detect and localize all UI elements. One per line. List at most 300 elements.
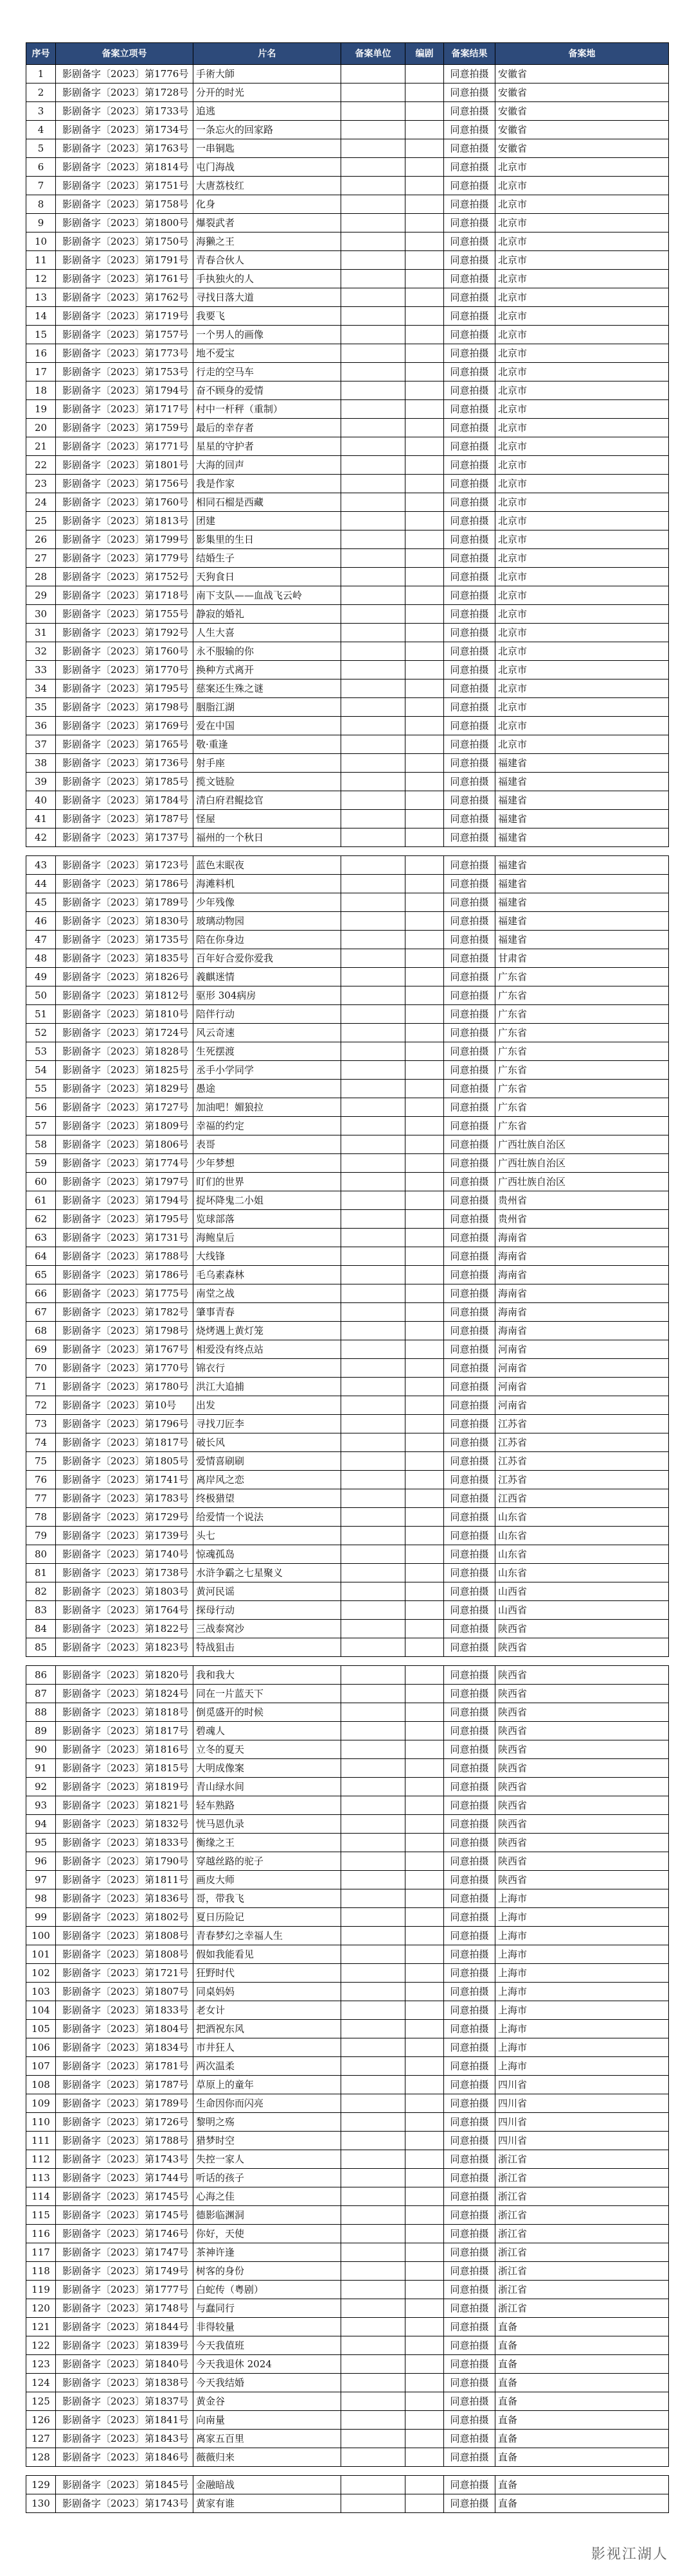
cell-record-no: 影剧备字〔2023〕第1826号 bbox=[56, 968, 193, 986]
table-row bbox=[26, 1359, 669, 1378]
cell-location: 上海市 bbox=[495, 2001, 669, 2020]
table-row bbox=[26, 363, 669, 381]
cell-no: 61 bbox=[26, 1191, 56, 1210]
cell-unit bbox=[341, 2392, 405, 2411]
cell-writer bbox=[405, 1322, 444, 1340]
cell-title: 团建 bbox=[193, 512, 341, 530]
cell-writer bbox=[405, 232, 444, 251]
cell-title: 与蠢同行 bbox=[193, 2299, 341, 2318]
cell-unit bbox=[341, 2076, 405, 2094]
cell-record-no: 影剧备字〔2023〕第1719号 bbox=[56, 307, 193, 326]
cell-unit bbox=[341, 2430, 405, 2448]
cell-record-no: 影剧备字〔2023〕第1737号 bbox=[56, 828, 193, 847]
cell-writer bbox=[405, 1703, 444, 1722]
cell-location: 浙江省 bbox=[495, 2262, 669, 2281]
cell-unit bbox=[341, 493, 405, 512]
cell-record-no: 影剧备字〔2023〕第1728号 bbox=[56, 83, 193, 102]
cell-title: 肇事青春 bbox=[193, 1303, 341, 1322]
cell-writer bbox=[405, 642, 444, 661]
cell-location: 直备 bbox=[495, 2411, 669, 2430]
cell-no: 118 bbox=[26, 2262, 56, 2281]
cell-no: 12 bbox=[26, 270, 56, 288]
cell-location: 海南省 bbox=[495, 1303, 669, 1322]
cell-record-no: 影剧备字〔2023〕第1792号 bbox=[56, 624, 193, 642]
cell-unit bbox=[341, 381, 405, 400]
cell-unit bbox=[341, 2318, 405, 2336]
cell-unit bbox=[341, 2262, 405, 2281]
table-row bbox=[26, 307, 669, 326]
cell-result: 同意拍摄 bbox=[444, 2476, 495, 2494]
cell-writer bbox=[405, 1834, 444, 1852]
cell-result: 同意拍摄 bbox=[444, 326, 495, 344]
cell-record-no: 影剧备字〔2023〕第1817号 bbox=[56, 1722, 193, 1740]
cell-title: 听话的孩子 bbox=[193, 2169, 341, 2187]
cell-result: 同意拍摄 bbox=[444, 1229, 495, 1247]
cell-unit bbox=[341, 1666, 405, 1685]
cell-location: 北京市 bbox=[495, 512, 669, 530]
cell-record-no: 影剧备字〔2023〕第1749号 bbox=[56, 2262, 193, 2281]
cell-no: 24 bbox=[26, 493, 56, 512]
cell-record-no: 影剧备字〔2023〕第1743号 bbox=[56, 2494, 193, 2513]
cell-writer bbox=[405, 1582, 444, 1601]
cell-location: 浙江省 bbox=[495, 2299, 669, 2318]
cell-unit bbox=[341, 177, 405, 195]
cell-unit bbox=[341, 121, 405, 139]
cell-title: 黄金谷 bbox=[193, 2392, 341, 2411]
cell-title: 画皮大师 bbox=[193, 1871, 341, 1889]
cell-result: 同意拍摄 bbox=[444, 624, 495, 642]
cell-title: 少年梦想 bbox=[193, 1154, 341, 1173]
cell-record-no: 影剧备字〔2023〕第1781号 bbox=[56, 2057, 193, 2076]
cell-record-no: 影剧备字〔2023〕第1785号 bbox=[56, 773, 193, 791]
table-row bbox=[26, 1852, 669, 1871]
cell-record-no: 影剧备字〔2023〕第1821号 bbox=[56, 1796, 193, 1815]
cell-writer bbox=[405, 549, 444, 568]
cell-no: 37 bbox=[26, 735, 56, 754]
cell-location: 北京市 bbox=[495, 307, 669, 326]
cell-no: 70 bbox=[26, 1359, 56, 1378]
cell-writer bbox=[405, 2494, 444, 2513]
cell-location: 陕西省 bbox=[495, 1740, 669, 1759]
cell-no: 44 bbox=[26, 875, 56, 893]
cell-writer bbox=[405, 1815, 444, 1834]
col-header-result: 备案结果 bbox=[444, 43, 495, 65]
table-row bbox=[26, 102, 669, 121]
cell-title: 大线锋 bbox=[193, 1247, 341, 1266]
cell-record-no: 影剧备字〔2023〕第1769号 bbox=[56, 717, 193, 735]
cell-location: 广东省 bbox=[495, 1061, 669, 1080]
cell-location: 北京市 bbox=[495, 288, 669, 307]
cell-location: 广东省 bbox=[495, 1117, 669, 1135]
cell-title: 奋不顾身的爱情 bbox=[193, 381, 341, 400]
cell-title: 村中一杆秤（重制） bbox=[193, 400, 341, 419]
cell-title: 洪江大追捕 bbox=[193, 1378, 341, 1396]
cell-location: 浙江省 bbox=[495, 2187, 669, 2206]
cell-record-no: 影剧备字〔2023〕第1757号 bbox=[56, 326, 193, 344]
cell-location: 广西壮族自治区 bbox=[495, 1173, 669, 1191]
cell-unit bbox=[341, 2113, 405, 2132]
cell-result: 同意拍摄 bbox=[444, 1964, 495, 1983]
cell-unit bbox=[341, 1061, 405, 1080]
cell-unit bbox=[341, 2150, 405, 2169]
cell-unit bbox=[341, 1945, 405, 1964]
table-row bbox=[26, 1489, 669, 1508]
cell-title: 射手座 bbox=[193, 754, 341, 773]
cell-title: 寻找日落大道 bbox=[193, 288, 341, 307]
cell-result: 同意拍摄 bbox=[444, 456, 495, 475]
cell-result: 同意拍摄 bbox=[444, 1117, 495, 1135]
cell-record-no: 影剧备字〔2023〕第1832号 bbox=[56, 1815, 193, 1834]
cell-unit bbox=[341, 400, 405, 419]
cell-location: 上海市 bbox=[495, 2020, 669, 2038]
table-row bbox=[26, 1945, 669, 1964]
cell-no: 4 bbox=[26, 121, 56, 139]
cell-no: 45 bbox=[26, 893, 56, 912]
cell-result: 同意拍摄 bbox=[444, 400, 495, 419]
cell-record-no: 影剧备字〔2023〕第1780号 bbox=[56, 1378, 193, 1396]
cell-title: 人生大喜 bbox=[193, 624, 341, 642]
cell-location: 海南省 bbox=[495, 1247, 669, 1266]
cell-record-no: 影剧备字〔2023〕第1812号 bbox=[56, 986, 193, 1005]
cell-location: 上海市 bbox=[495, 1908, 669, 1927]
cell-writer bbox=[405, 1564, 444, 1582]
cell-title: 愚途 bbox=[193, 1080, 341, 1098]
cell-record-no: 影剧备字〔2023〕第1783号 bbox=[56, 1489, 193, 1508]
cell-writer bbox=[405, 624, 444, 642]
cell-result: 同意拍摄 bbox=[444, 1359, 495, 1378]
table-row bbox=[26, 1471, 669, 1489]
cell-location: 陕西省 bbox=[495, 1703, 669, 1722]
cell-writer bbox=[405, 2187, 444, 2206]
table-row bbox=[26, 2392, 669, 2411]
cell-record-no: 影剧备字〔2023〕第1817号 bbox=[56, 1433, 193, 1452]
cell-result: 同意拍摄 bbox=[444, 2262, 495, 2281]
cell-record-no: 影剧备字〔2023〕第1828号 bbox=[56, 1042, 193, 1061]
cell-writer bbox=[405, 1796, 444, 1815]
cell-title: 把酒祝东风 bbox=[193, 2020, 341, 2038]
cell-writer bbox=[405, 2206, 444, 2225]
cell-location: 陕西省 bbox=[495, 1815, 669, 1834]
cell-record-no: 影剧备字〔2023〕第1823号 bbox=[56, 1638, 193, 1657]
cell-writer bbox=[405, 828, 444, 847]
cell-unit bbox=[341, 1191, 405, 1210]
cell-no: 2 bbox=[26, 83, 56, 102]
cell-title: 立冬的夏天 bbox=[193, 1740, 341, 1759]
cell-result: 同意拍摄 bbox=[444, 493, 495, 512]
cell-result: 同意拍摄 bbox=[444, 214, 495, 232]
cell-title: 義麒迷情 bbox=[193, 968, 341, 986]
cell-title: 衡缘之王 bbox=[193, 1834, 341, 1852]
table-row bbox=[26, 1601, 669, 1620]
cell-result: 同意拍摄 bbox=[444, 475, 495, 493]
cell-writer bbox=[405, 1173, 444, 1191]
cell-no: 75 bbox=[26, 1452, 56, 1471]
cell-result: 同意拍摄 bbox=[444, 549, 495, 568]
cell-unit bbox=[341, 1722, 405, 1740]
cell-title: 一个男人的画像 bbox=[193, 326, 341, 344]
cell-no: 110 bbox=[26, 2113, 56, 2132]
cell-writer bbox=[405, 195, 444, 214]
cell-unit bbox=[341, 1210, 405, 1229]
col-header-record-no: 备案立项号 bbox=[56, 43, 193, 65]
table-row bbox=[26, 1135, 669, 1154]
table-row bbox=[26, 2113, 669, 2132]
cell-writer bbox=[405, 1024, 444, 1042]
cell-no: 116 bbox=[26, 2225, 56, 2243]
page-break-cell bbox=[26, 847, 669, 856]
cell-result: 同意拍摄 bbox=[444, 1638, 495, 1657]
table-row bbox=[26, 326, 669, 344]
cell-writer bbox=[405, 1889, 444, 1908]
cell-title: 水浒争霸之七星聚义 bbox=[193, 1564, 341, 1582]
cell-record-no: 影剧备字〔2023〕第1837号 bbox=[56, 2392, 193, 2411]
cell-title: 出发 bbox=[193, 1396, 341, 1415]
cell-result: 同意拍摄 bbox=[444, 1284, 495, 1303]
cell-no: 54 bbox=[26, 1061, 56, 1080]
cell-record-no: 影剧备字〔2023〕第1758号 bbox=[56, 195, 193, 214]
table-row bbox=[26, 214, 669, 232]
cell-unit bbox=[341, 1685, 405, 1703]
cell-unit bbox=[341, 326, 405, 344]
cell-record-no: 影剧备字〔2023〕第1736号 bbox=[56, 754, 193, 773]
cell-location: 福建省 bbox=[495, 875, 669, 893]
table-row bbox=[26, 1005, 669, 1024]
cell-no: 80 bbox=[26, 1545, 56, 1564]
cell-result: 同意拍摄 bbox=[444, 605, 495, 624]
table-row bbox=[26, 1117, 669, 1135]
cell-result: 同意拍摄 bbox=[444, 1154, 495, 1173]
cell-title: 黎明之殇 bbox=[193, 2113, 341, 2132]
table-row bbox=[26, 344, 669, 363]
cell-title: 今天我值班 bbox=[193, 2336, 341, 2355]
cell-result: 同意拍摄 bbox=[444, 773, 495, 791]
cell-location: 上海市 bbox=[495, 2057, 669, 2076]
table-row bbox=[26, 1396, 669, 1415]
cell-location: 北京市 bbox=[495, 251, 669, 270]
cell-unit bbox=[341, 1815, 405, 1834]
cell-result: 同意拍摄 bbox=[444, 270, 495, 288]
cell-record-no: 影剧备字〔2023〕第1791号 bbox=[56, 251, 193, 270]
cell-unit bbox=[341, 2448, 405, 2467]
cell-writer bbox=[405, 456, 444, 475]
cell-no: 14 bbox=[26, 307, 56, 326]
cell-unit bbox=[341, 1527, 405, 1545]
table-row bbox=[26, 1620, 669, 1638]
cell-result: 同意拍摄 bbox=[444, 1415, 495, 1433]
cell-result: 同意拍摄 bbox=[444, 1582, 495, 1601]
table-row bbox=[26, 735, 669, 754]
table-row bbox=[26, 2187, 669, 2206]
cell-writer bbox=[405, 1452, 444, 1471]
table-row bbox=[26, 437, 669, 456]
cell-location: 上海市 bbox=[495, 1983, 669, 2001]
cell-no: 17 bbox=[26, 363, 56, 381]
table-row bbox=[26, 456, 669, 475]
cell-unit bbox=[341, 288, 405, 307]
table-row bbox=[26, 2336, 669, 2355]
cell-no: 124 bbox=[26, 2374, 56, 2392]
cell-no: 3 bbox=[26, 102, 56, 121]
cell-record-no: 影剧备字〔2023〕第1743号 bbox=[56, 2150, 193, 2169]
table-row bbox=[26, 2132, 669, 2150]
cell-no: 130 bbox=[26, 2494, 56, 2513]
cell-writer bbox=[405, 1061, 444, 1080]
cell-location: 陕西省 bbox=[495, 1666, 669, 1685]
cell-title: 夏日历险记 bbox=[193, 1908, 341, 1927]
cell-title: 换种方式离开 bbox=[193, 661, 341, 679]
cell-no: 82 bbox=[26, 1582, 56, 1601]
table-row bbox=[26, 828, 669, 847]
cell-record-no: 影剧备字〔2023〕第1731号 bbox=[56, 1229, 193, 1247]
cell-writer bbox=[405, 363, 444, 381]
table-row bbox=[26, 139, 669, 158]
cell-result: 同意拍摄 bbox=[444, 251, 495, 270]
table-row bbox=[26, 2355, 669, 2374]
cell-no: 16 bbox=[26, 344, 56, 363]
table-row bbox=[26, 2430, 669, 2448]
cell-record-no: 影剧备字〔2023〕第1845号 bbox=[56, 2476, 193, 2494]
cell-record-no: 影剧备字〔2023〕第1835号 bbox=[56, 949, 193, 968]
cell-no: 32 bbox=[26, 642, 56, 661]
cell-title: 心海之佳 bbox=[193, 2187, 341, 2206]
cell-no: 94 bbox=[26, 1815, 56, 1834]
table-row bbox=[26, 1564, 669, 1582]
cell-unit bbox=[341, 2411, 405, 2430]
cell-record-no: 影剧备字〔2023〕第1784号 bbox=[56, 791, 193, 810]
cell-result: 同意拍摄 bbox=[444, 1135, 495, 1154]
cell-writer bbox=[405, 344, 444, 363]
cell-writer bbox=[405, 2476, 444, 2494]
cell-result: 同意拍摄 bbox=[444, 2411, 495, 2430]
cell-location: 福建省 bbox=[495, 810, 669, 828]
cell-unit bbox=[341, 214, 405, 232]
cell-title: 黄河民谣 bbox=[193, 1582, 341, 1601]
cell-location: 北京市 bbox=[495, 419, 669, 437]
cell-result: 同意拍摄 bbox=[444, 735, 495, 754]
cell-record-no: 影剧备字〔2023〕第1723号 bbox=[56, 856, 193, 875]
cell-location: 陕西省 bbox=[495, 1759, 669, 1778]
cell-no: 85 bbox=[26, 1638, 56, 1657]
cell-record-no: 影剧备字〔2023〕第1735号 bbox=[56, 931, 193, 949]
cell-unit bbox=[341, 1908, 405, 1927]
cell-result: 同意拍摄 bbox=[444, 102, 495, 121]
cell-location: 陕西省 bbox=[495, 1620, 669, 1638]
cell-record-no: 影剧备字〔2023〕第1811号 bbox=[56, 1871, 193, 1889]
cell-no: 8 bbox=[26, 195, 56, 214]
cell-record-no: 影剧备字〔2023〕第1787号 bbox=[56, 2076, 193, 2094]
cell-writer bbox=[405, 791, 444, 810]
cell-writer bbox=[405, 1601, 444, 1620]
cell-unit bbox=[341, 912, 405, 931]
table-row bbox=[26, 717, 669, 735]
cell-location: 直备 bbox=[495, 2355, 669, 2374]
table-row bbox=[26, 1582, 669, 1601]
cell-title: 惊魂孤岛 bbox=[193, 1545, 341, 1564]
cell-title: 相爱没有终点站 bbox=[193, 1340, 341, 1359]
table-row bbox=[26, 642, 669, 661]
cell-writer bbox=[405, 121, 444, 139]
cell-record-no: 影剧备字〔2023〕第1770号 bbox=[56, 661, 193, 679]
table-row bbox=[26, 2494, 669, 2513]
cell-no: 104 bbox=[26, 2001, 56, 2020]
cell-record-no: 影剧备字〔2023〕第1777号 bbox=[56, 2281, 193, 2299]
table-row bbox=[26, 1303, 669, 1322]
cell-title: 风云奇速 bbox=[193, 1024, 341, 1042]
cell-record-no: 影剧备字〔2023〕第1794号 bbox=[56, 381, 193, 400]
cell-result: 同意拍摄 bbox=[444, 1340, 495, 1359]
page-break-cell bbox=[26, 1657, 669, 1666]
cell-result: 同意拍摄 bbox=[444, 2318, 495, 2336]
cell-result: 同意拍摄 bbox=[444, 2206, 495, 2225]
cell-unit bbox=[341, 549, 405, 568]
cell-unit bbox=[341, 1703, 405, 1722]
cell-result: 同意拍摄 bbox=[444, 2494, 495, 2513]
table-row bbox=[26, 2476, 669, 2494]
cell-unit bbox=[341, 2206, 405, 2225]
cell-unit bbox=[341, 270, 405, 288]
cell-location: 福建省 bbox=[495, 773, 669, 791]
cell-location: 四川省 bbox=[495, 2113, 669, 2132]
cell-title: 哥，带我飞 bbox=[193, 1889, 341, 1908]
cell-writer bbox=[405, 1722, 444, 1740]
table-row bbox=[26, 400, 669, 419]
cell-writer bbox=[405, 65, 444, 83]
cell-writer bbox=[405, 493, 444, 512]
cell-no: 28 bbox=[26, 568, 56, 586]
cell-record-no: 影剧备字〔2023〕第1761号 bbox=[56, 270, 193, 288]
cell-no: 56 bbox=[26, 1098, 56, 1117]
table-row bbox=[26, 1080, 669, 1098]
cell-unit bbox=[341, 1834, 405, 1852]
table-row bbox=[26, 381, 669, 400]
cell-no: 27 bbox=[26, 549, 56, 568]
cell-unit bbox=[341, 931, 405, 949]
cell-record-no: 影剧备字〔2023〕第1844号 bbox=[56, 2318, 193, 2336]
cell-title: 轻车熟路 bbox=[193, 1796, 341, 1815]
cell-title: 清白府君鲲捻官 bbox=[193, 791, 341, 810]
cell-no: 30 bbox=[26, 605, 56, 624]
table-row bbox=[26, 1666, 669, 1685]
cell-title: 陪伴行动 bbox=[193, 1005, 341, 1024]
cell-writer bbox=[405, 1415, 444, 1433]
cell-no: 74 bbox=[26, 1433, 56, 1452]
cell-result: 同意拍摄 bbox=[444, 661, 495, 679]
table-row bbox=[26, 1266, 669, 1284]
cell-unit bbox=[341, 791, 405, 810]
cell-no: 96 bbox=[26, 1852, 56, 1871]
cell-unit bbox=[341, 624, 405, 642]
cell-no: 65 bbox=[26, 1266, 56, 1284]
cell-location: 浙江省 bbox=[495, 2243, 669, 2262]
cell-location: 甘肃省 bbox=[495, 949, 669, 968]
cell-location: 安徽省 bbox=[495, 121, 669, 139]
cell-writer bbox=[405, 270, 444, 288]
cell-result: 同意拍摄 bbox=[444, 1983, 495, 2001]
cell-result: 同意拍摄 bbox=[444, 65, 495, 83]
cell-result: 同意拍摄 bbox=[444, 949, 495, 968]
cell-result: 同意拍摄 bbox=[444, 2132, 495, 2150]
cell-unit bbox=[341, 605, 405, 624]
cell-location: 河南省 bbox=[495, 1340, 669, 1359]
cell-writer bbox=[405, 1638, 444, 1657]
cell-location: 福建省 bbox=[495, 856, 669, 875]
cell-writer bbox=[405, 1266, 444, 1284]
table-row bbox=[26, 530, 669, 549]
cell-record-no: 影剧备字〔2023〕第1756号 bbox=[56, 475, 193, 493]
cell-record-no: 影剧备字〔2023〕第1729号 bbox=[56, 1508, 193, 1527]
cell-result: 同意拍摄 bbox=[444, 512, 495, 530]
cell-record-no: 影剧备字〔2023〕第1790号 bbox=[56, 1852, 193, 1871]
